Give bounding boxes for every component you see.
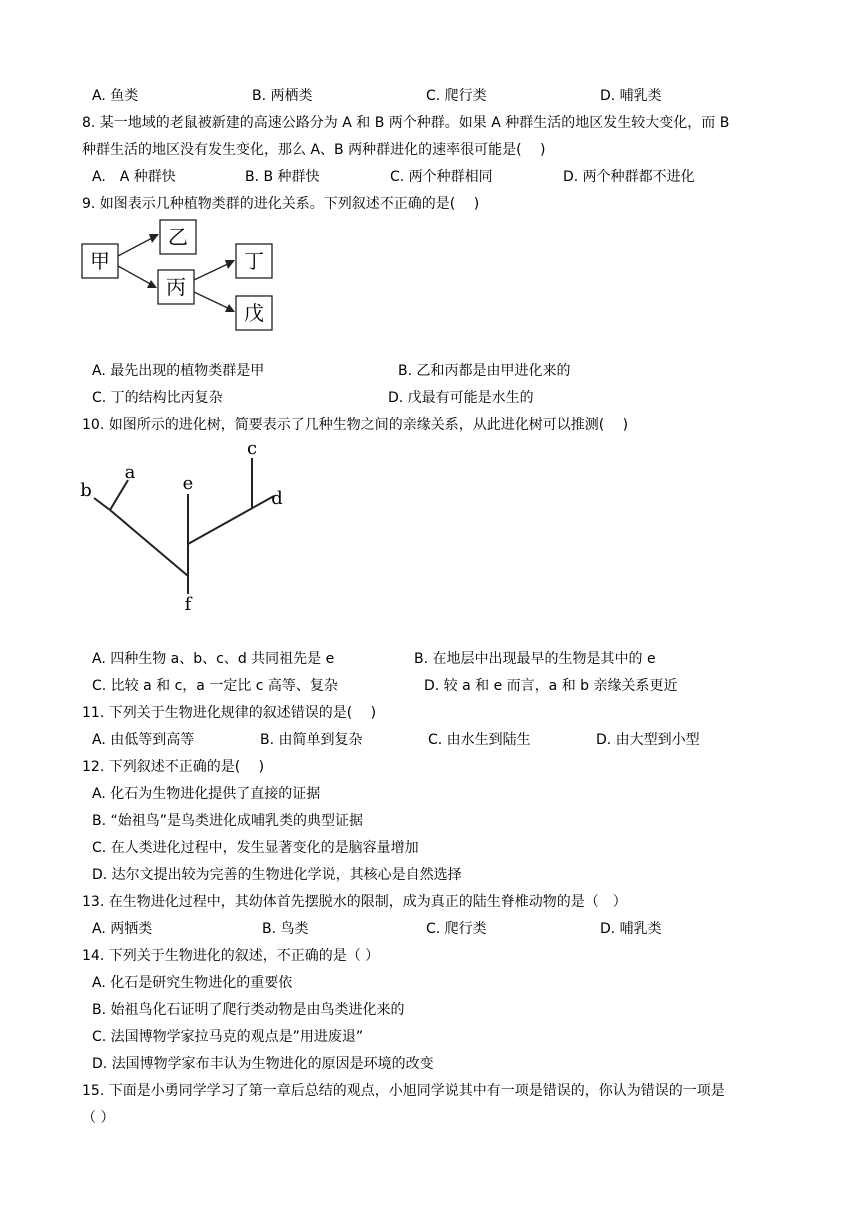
q9-option-c: C. 丁的结构比丙复杂 (92, 390, 223, 406)
q10-option-c: C. 比较 a 和 c，a 一定比 c 高等、复杂 (92, 678, 338, 694)
q9-options-row1 (92, 361, 832, 381)
q10-option-a: A. 四种生物 a、b、c、d 共同祖先是 e (92, 651, 335, 667)
tree-label-d: d (271, 488, 283, 509)
q13-options (92, 919, 832, 939)
q12-option-c: C. 在人类进化过程中，发生显著变化的是脑容量增加 (92, 840, 419, 856)
q11-option-c: C. 由水生到陆生 (428, 732, 531, 748)
q14-option-d: D. 法国博物学家布丰认为生物进化的原因是环境的改变 (92, 1056, 434, 1072)
q11-option-b: B. 由简单到复杂 (260, 732, 363, 748)
q10-stem: 10. 如图所示的进化树，简要表示了几种生物之间的亲缘关系，从此进化树可以推测( ) (82, 417, 629, 433)
q13-option-b: B. 鸟类 (262, 921, 309, 937)
diagram-label-wu: 戊 (244, 301, 264, 325)
tree-label-c: c (246, 438, 258, 459)
q11-option-a: A. 由低等到高等 (92, 732, 195, 748)
diagram-label-jia: 甲 (90, 249, 110, 273)
diagram-label-bing: 丙 (166, 275, 186, 299)
q10-option-b: B. 在地层中出现最早的生物是其中的 e (414, 651, 656, 667)
q8-options (92, 167, 832, 187)
q11-stem: 11. 下列关于生物进化规律的叙述错误的是( ) (82, 705, 377, 721)
q8-option-c: C. 两个种群相同 (390, 169, 493, 185)
diagram-label-ding: 丁 (244, 249, 264, 273)
tree-label-e: e (182, 473, 194, 494)
q10-options-row2 (92, 676, 832, 696)
q15-stem-line1: 15. 下面是小勇同学学习了第一章后总结的观点，小旭同学说其中有一项是错误的，你认为错误的一项是 (82, 1083, 725, 1099)
q10-option-d: D. 较 a 和 e 而言，a 和 b 亲缘关系更近 (424, 678, 678, 694)
q13-stem: 13. 在生物进化过程中，其幼体首先摆脱水的限制，成为真正的陆生脊椎动物的是（ ） (82, 894, 627, 910)
q8-stem-line2: 种群生活的地区没有发生变化，那么 A、B 两种群进化的速率很可能是( ) (82, 142, 546, 158)
q8-option-b: B. B 种群快 (245, 169, 320, 185)
q12-option-a: A. 化石为生物进化提供了直接的证据 (92, 786, 321, 802)
diagram-label-yi: 乙 (168, 225, 188, 249)
tree-label-f: f (184, 594, 192, 615)
q10-options-row1 (92, 649, 832, 669)
q7-option-d: D. 哺乳类 (600, 88, 662, 104)
q7-options (92, 86, 832, 106)
q13-option-d: D. 哺乳类 (600, 921, 662, 937)
q9-plant-evolution-diagram (78, 218, 278, 336)
q10-evolution-tree (74, 436, 294, 616)
q7-option-a: A. 鱼类 (92, 88, 139, 104)
q11-options (92, 730, 832, 750)
q7-option-c: C. 爬行类 (426, 88, 487, 104)
tree-label-b: b (80, 480, 92, 501)
q12-option-d: D. 达尔文提出较为完善的生物进化学说，其核心是自然选择 (92, 867, 462, 883)
q7-option-b: B. 两栖类 (252, 88, 313, 104)
tree-label-a: a (124, 462, 136, 483)
q14-option-b: B. 始祖鸟化石证明了爬行类动物是由鸟类进化来的 (92, 1002, 405, 1018)
q9-option-d: D. 戊最有可能是水生的 (388, 390, 534, 406)
q11-option-d: D. 由大型到小型 (596, 732, 700, 748)
q9-option-a: A. 最先出现的植物类群是甲 (92, 363, 265, 379)
q8-stem-line1: 8. 某一地域的老鼠被新建的高速公路分为 A 和 B 两个种群。如果 A 种群生活的地区发生较大变化，而 B (82, 115, 730, 131)
q14-option-c: C. 法国博物学家拉马克的观点是”用进废退” (92, 1029, 364, 1045)
q12-stem: 12. 下列叙述不正确的是( ) (82, 759, 265, 775)
q14-stem: 14. 下列关于生物进化的叙述，不正确的是（ ） (82, 948, 380, 964)
q15-stem-line2: （ ） (82, 1110, 115, 1126)
q14-option-a: A. 化石是研究生物进化的重要依 (92, 975, 293, 991)
q9-options-row2 (92, 388, 832, 408)
q9-stem: 9. 如图表示几种植物类群的进化关系。下列叙述不正确的是( ) (82, 196, 480, 212)
q13-option-a: A. 两牺类 (92, 921, 153, 937)
q8-option-d: D. 两个种群都不进化 (563, 169, 695, 185)
q12-option-b: B. “始祖鸟”是鸟类进化成哺乳类的典型证据 (92, 813, 364, 829)
q9-option-b: B. 乙和丙都是由甲进化来的 (398, 363, 571, 379)
q8-option-a: A. A 种群快 (92, 169, 176, 185)
q13-option-c: C. 爬行类 (426, 921, 487, 937)
